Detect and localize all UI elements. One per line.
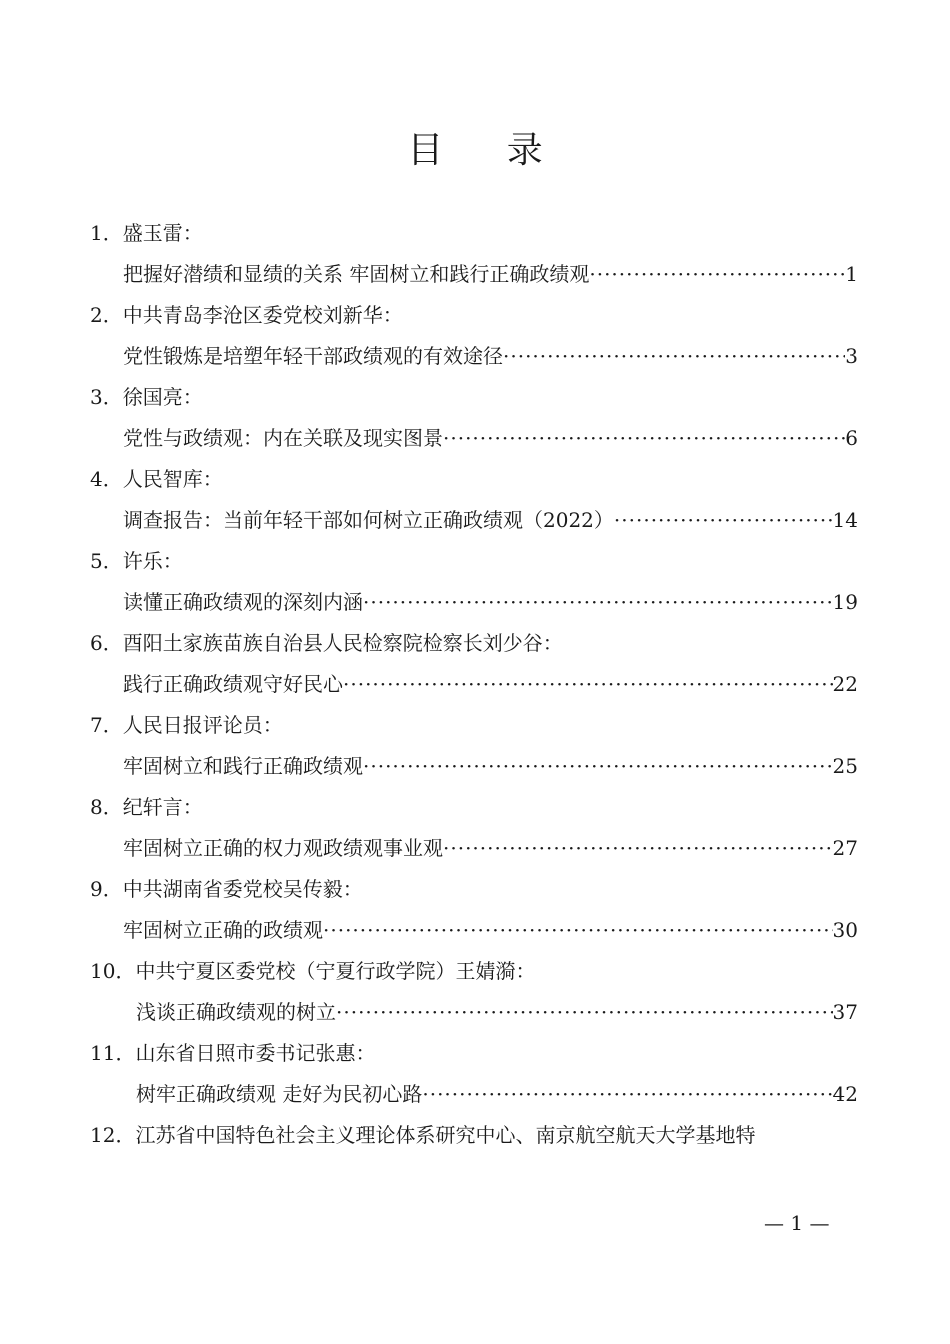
- toc-heading-1: 1．盛玉雷：: [90, 221, 203, 245]
- toc-entry-7[interactable]: [123, 746, 858, 786]
- toc-heading-8: 8．纪轩言：: [90, 795, 203, 819]
- toc-heading-6: 6．酉阳土家族苗族自治县人民检察院检察长刘少谷：: [90, 631, 563, 655]
- page-title: 目 录: [407, 130, 569, 171]
- toc-page-number: 22: [832, 672, 858, 696]
- toc-entry-title: 党性与政绩观：内在关联及现实图景: [123, 426, 443, 450]
- toc-page-number: 6: [845, 426, 858, 450]
- toc-entry-title: 读懂正确政绩观的深刻内涵: [123, 590, 363, 614]
- toc-heading-11: 11．山东省日照市委书记张惠：: [90, 1041, 376, 1065]
- toc-page-number: 1: [845, 262, 858, 286]
- toc-entry-title: 党性锻炼是培塑年轻干部政绩观的有效途径: [123, 344, 503, 368]
- toc-entry-title: 牢固树立正确的权力观政绩观事业观: [123, 836, 443, 860]
- toc-entry-2[interactable]: [123, 336, 858, 376]
- toc-entry-3[interactable]: [123, 418, 858, 458]
- leader-dots: [614, 500, 833, 540]
- toc-heading-3: 3．徐国亮：: [90, 385, 203, 409]
- toc-entry-11[interactable]: [136, 1074, 858, 1114]
- leader-dots: [363, 746, 833, 786]
- toc-entry-title: 树牢正确政绩观 走好为民初心路: [136, 1082, 423, 1106]
- toc-heading-5: 5．许乐：: [90, 549, 183, 573]
- leader-dots: [336, 992, 833, 1032]
- leader-dots: [343, 664, 833, 704]
- toc-entry-title: 调查报告：当前年轻干部如何树立正确政绩观（2022）: [123, 508, 614, 532]
- leader-dots: [363, 582, 833, 622]
- toc-entry-title: 践行正确政绩观守好民心: [123, 672, 343, 696]
- leader-dots: [323, 910, 833, 950]
- toc-heading-7: 7．人民日报评论员：: [90, 713, 283, 737]
- leader-dots: [443, 418, 845, 458]
- leader-dots: [422, 1074, 832, 1114]
- toc-entry-1[interactable]: [123, 254, 858, 294]
- toc-page-number: 27: [832, 836, 858, 860]
- leader-dots: [443, 828, 833, 868]
- toc-heading-10: 10．中共宁夏区委党校（宁夏行政学院）王婧漪：: [90, 959, 536, 983]
- toc-entry-6[interactable]: [123, 664, 858, 704]
- toc-heading-4: 4．人民智库：: [90, 467, 223, 491]
- toc-entry-4[interactable]: [123, 500, 858, 540]
- page-number-footer: — 1 —: [764, 1211, 830, 1235]
- toc-page-number: 37: [832, 1000, 858, 1024]
- toc-entry-title: 牢固树立正确的政绩观: [123, 918, 323, 942]
- toc-entry-title: 浅谈正确政绩观的树立: [136, 1000, 336, 1024]
- toc-page-number: 14: [832, 508, 858, 532]
- toc-entry-title: 把握好潜绩和显绩的关系 牢固树立和践行正确政绩观: [123, 262, 590, 286]
- toc-heading-9: 9．中共湖南省委党校吴传毅：: [90, 877, 363, 901]
- toc-entry-8[interactable]: [123, 828, 858, 868]
- toc-page-number: 30: [832, 918, 858, 942]
- toc-entry-5[interactable]: [123, 582, 858, 622]
- toc-entry-10[interactable]: [136, 992, 858, 1032]
- toc-entry-title: 牢固树立和践行正确政绩观: [123, 754, 363, 778]
- leader-dots: [589, 254, 845, 294]
- toc-page-number: 25: [832, 754, 858, 778]
- toc-page-number: 42: [832, 1082, 858, 1106]
- toc-page-number: 3: [845, 344, 858, 368]
- leader-dots: [503, 336, 845, 376]
- toc-heading-2: 2．中共青岛李沧区委党校刘新华：: [90, 303, 403, 327]
- toc-entry-9[interactable]: [123, 910, 858, 950]
- toc-heading-12: 12．江苏省中国特色社会主义理论体系研究中心、南京航空航天大学基地特: [90, 1123, 756, 1147]
- toc-page-number: 19: [832, 590, 858, 614]
